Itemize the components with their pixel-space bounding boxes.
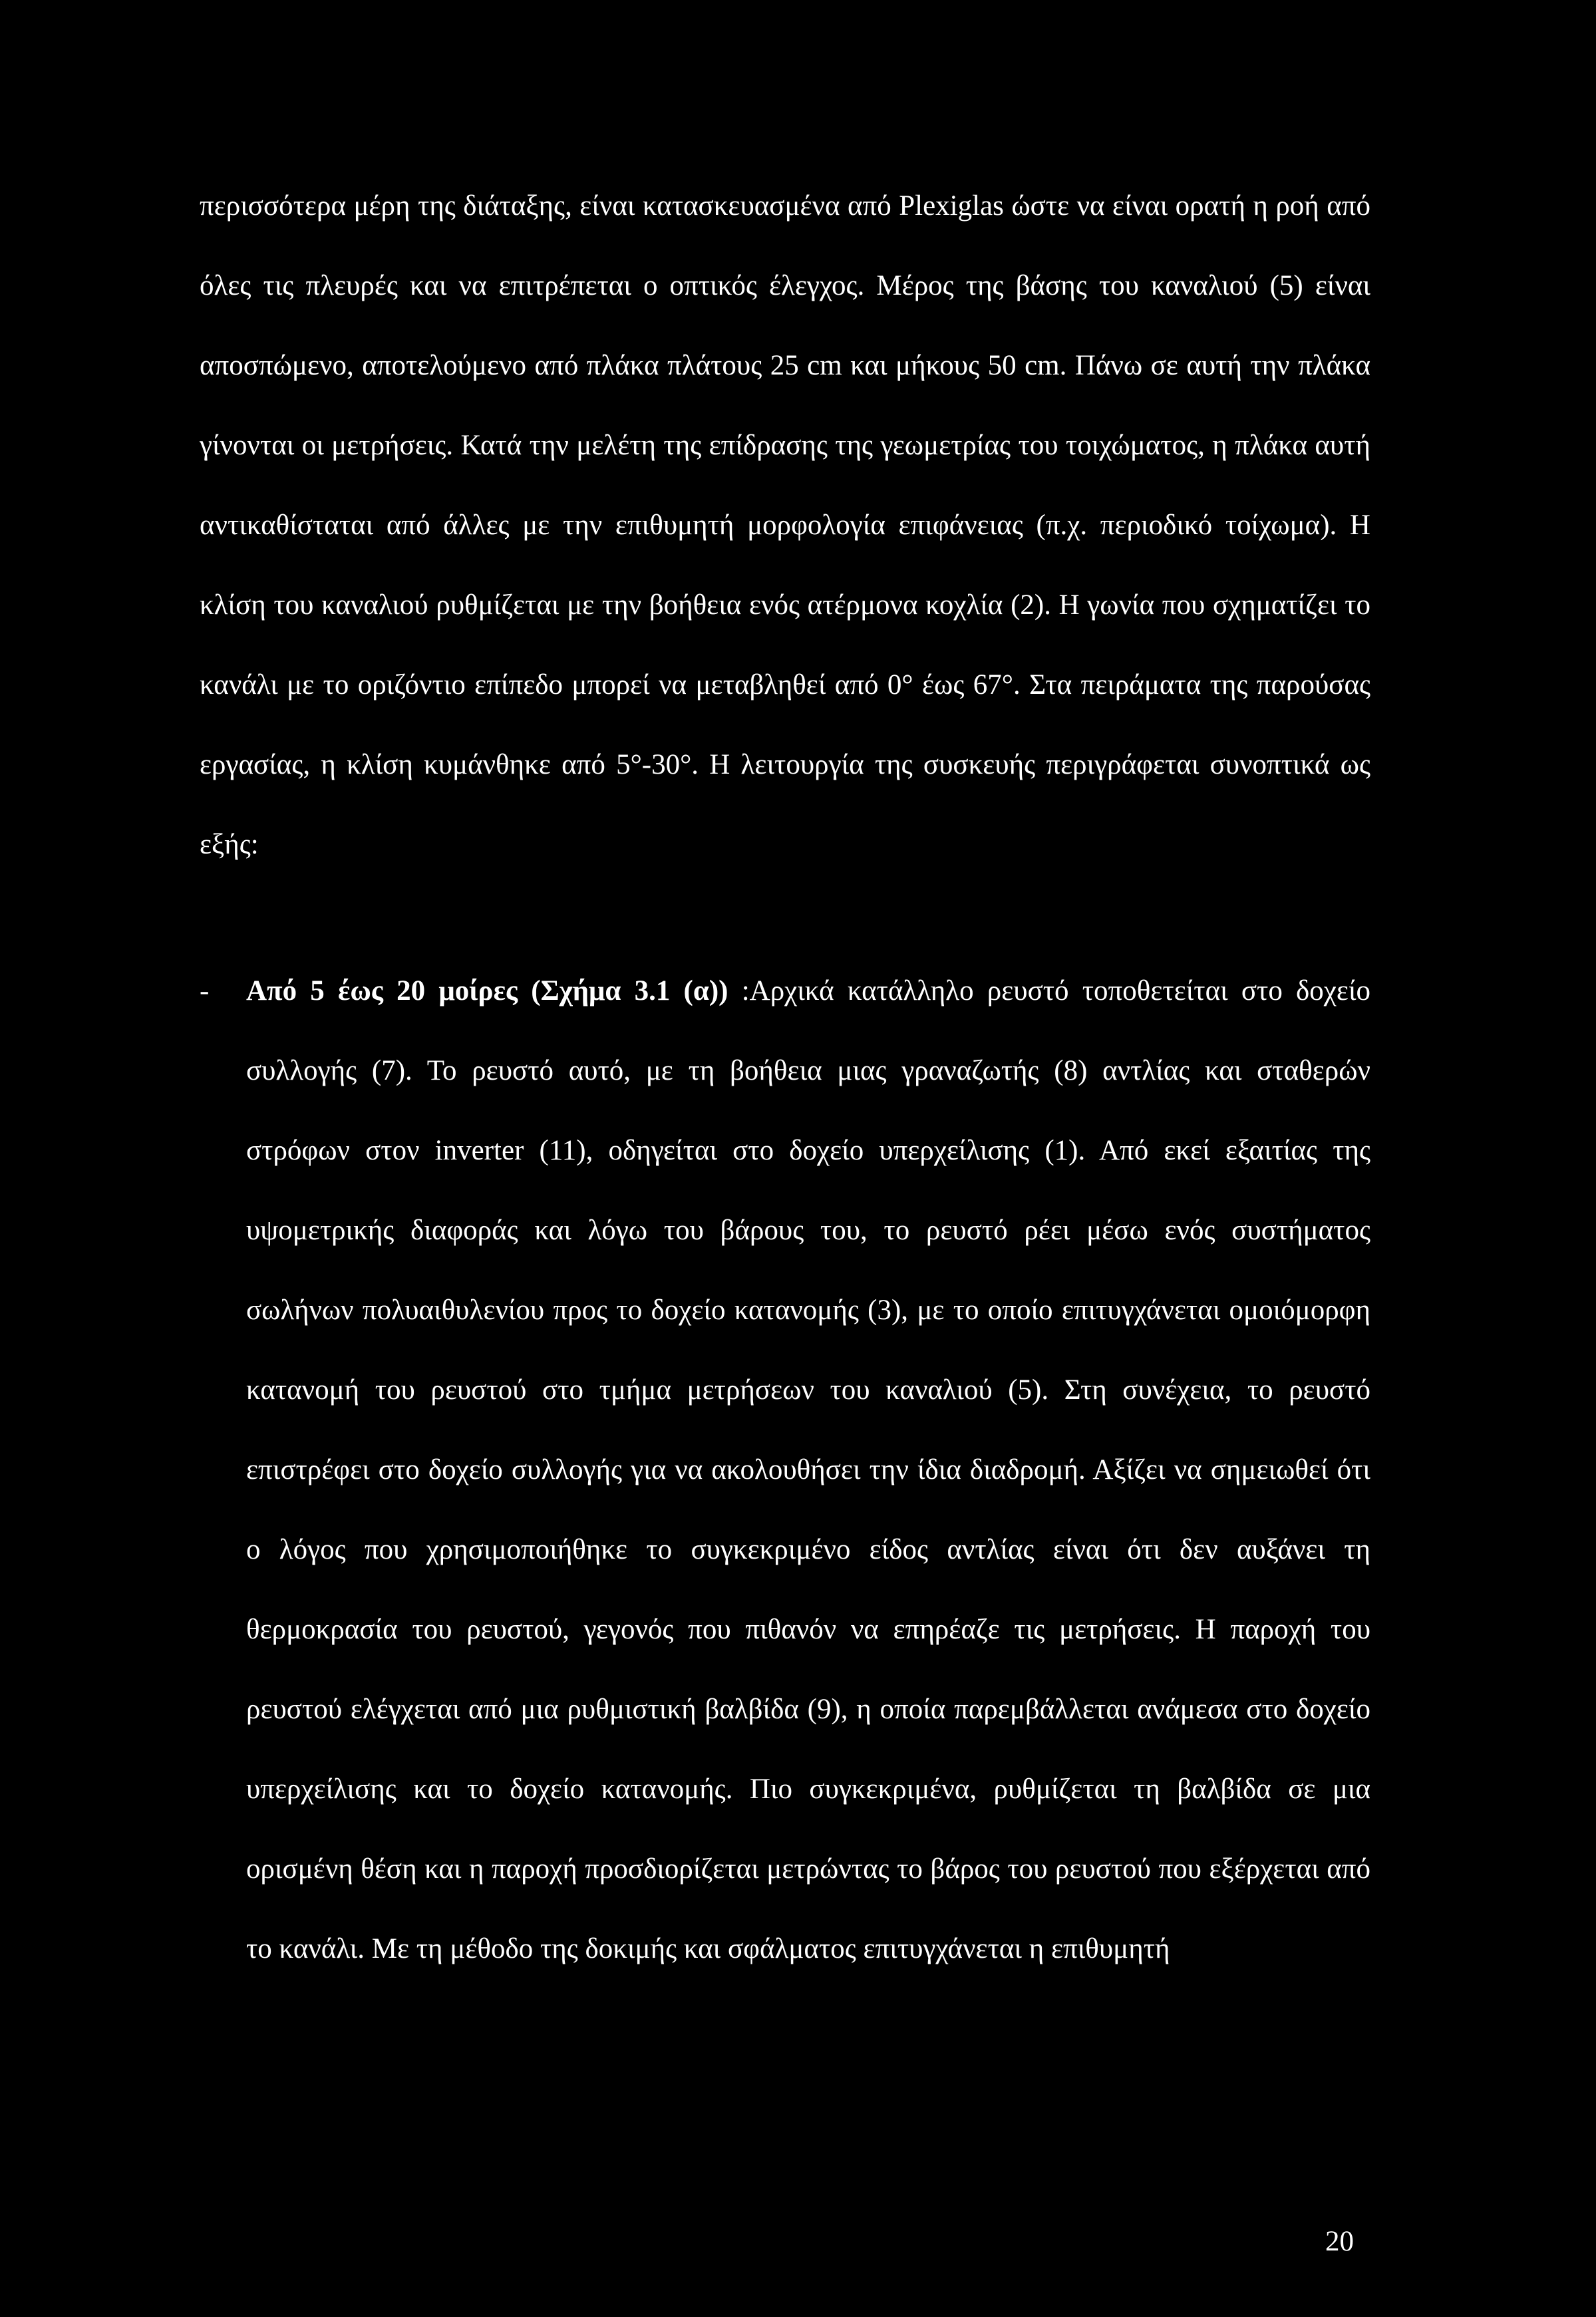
figure-reference: (Σχήμα 3.1 (α))	[531, 975, 728, 1006]
list-bullet: -	[200, 975, 210, 1006]
list-item-heading: Από 5 έως 20 μοίρες	[246, 975, 518, 1006]
page-number: 20	[1325, 2226, 1354, 2257]
list-item-body	[246, 951, 1370, 1989]
body-paragraph: περισσότερα μέρη της διάταξης, είναι κατασκευασμένα από Plexiglas ώστε να είναι ορατή η ροή από όλες τις πλευρές και να επιτρέπεται ο οπτικός έλεγχος. Μέρος της βάσης του καναλιού (5) είναι αποσπώμενο, αποτελούμενο από πλάκα πλάτους 25 cm και μήκους 50 cm. Πάνω σε αυτή την πλάκα γίνονται οι μετρήσεις. Κατά την μελέτη της επίδρασης της γεωμετρίας του τοιχώματος, η πλάκα αυτή αντικαθίσταται από άλλες με την επιθυμητή μορφολογία επιφάνειας (π.χ. περιοδικό τοίχωμα). Η κλίση του καναλιού ρυθμίζεται με την βοήθεια ενός ατέρμονα κοχλία (2). Η γωνία που σχηματίζει το κανάλι με το οριζόντιο επίπεδο μπορεί να μεταβληθεί από 0° έως 67°. Στα πειράματα της παρούσας εργασίας, η κλίση κυμάνθηκε από 5°-30°. Η λειτουργία της συσκευής περιγράφεται συνοπτικά ως εξής:	[200, 190, 1370, 860]
list-item-text: :Αρχικά κατάλληλο ρευστό τοποθετείται στο δοχείο συλλογής (7). Το ρευστό αυτό, με τη βοήθεια μιας γραναζωτής (8) αντλίας και σταθερών στρόφων στον inverter (11), οδηγείται στο δοχείο υπερχείλισης (1). Από εκεί εξαιτίας της υψομετρικής διαφοράς και λόγω του βάρους του, το ρευστό ρέει μέσω ενός συστήματος σωλήνων πολυαιθυλενίου προς το δοχείο κατανομής (3), με το οποίο επιτυγχάνεται ομοιόμορφη κατανομή του ρευστού στο τμήμα μετρήσεων του καναλιού (5). Στη συνέχεια, το ρευστό επιστρέφει στο δοχείο συλλογής για να ακολουθήσει την ίδια διαδρομή. Αξίζει να σημειωθεί ότι ο λόγος που χρησιμοποιήθηκε το συγκεκριμένο είδος αντλίας είναι ότι δεν αυξάνει τη θερμοκρασία του ρευστού, γεγονός που πιθανόν να επηρέαζε τις μετρήσεις. Η παροχή του ρευστού ελέγχεται από μια ρυθμιστική βαλβίδα (9), η οποία παρεμβάλλεται ανάμεσα στο δοχείο υπερχείλισης και το δοχείο κατανομής. Πιο συγκεκριμένα, ρυθμίζεται τη βαλβίδα σε μια ορισμένη θέση και η παροχή προσδιορίζεται μετρώντας το βάρος του ρευστού που εξέρχεται από το κανάλι. Με τη μέθοδο της δοκιμής και σφάλματος επιτυγχάνεται η επιθυμητή	[246, 975, 1371, 1964]
